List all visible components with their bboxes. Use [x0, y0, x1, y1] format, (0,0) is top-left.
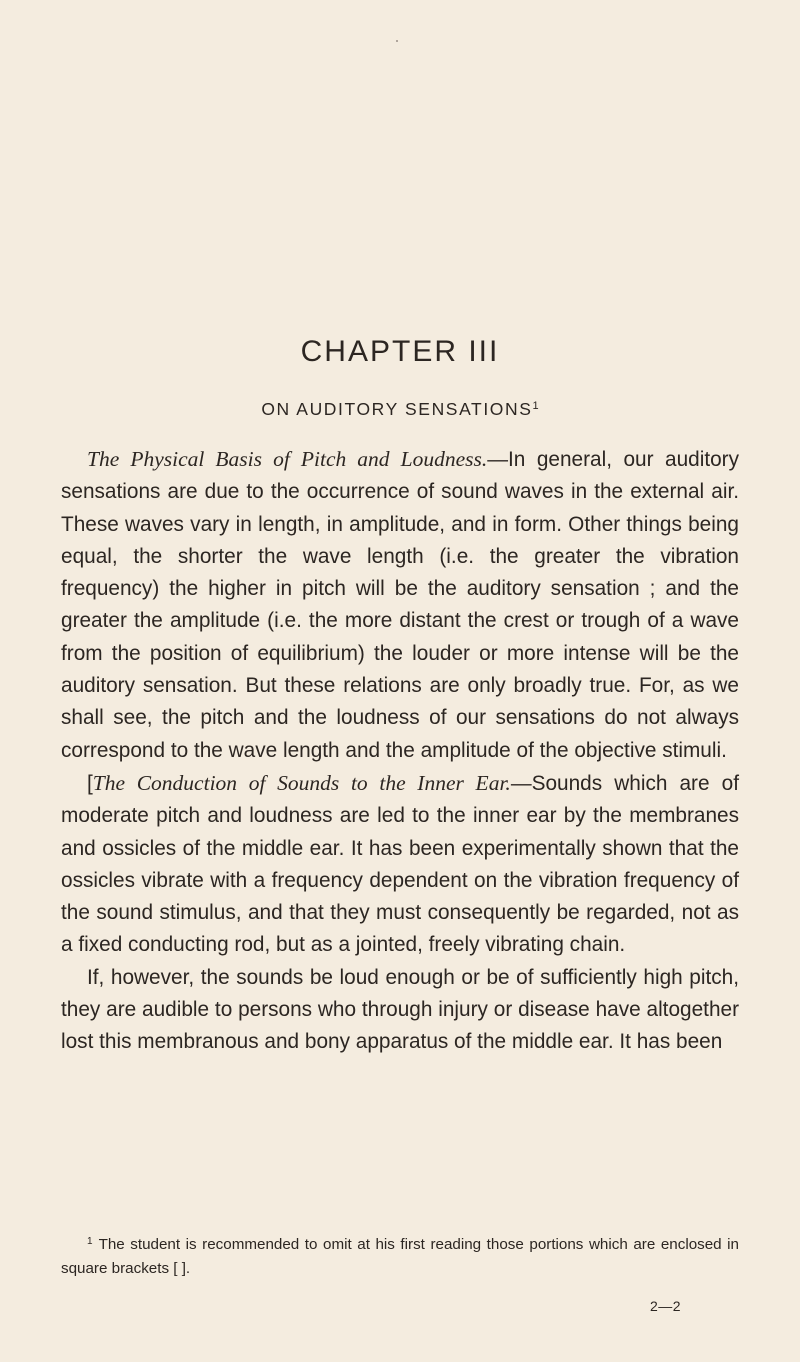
footnote-reference: 1 — [532, 400, 539, 412]
paragraph-text: —Sounds which are of moderate pitch and loudness are led to the inner ear by the membranes and ossicles of the middle ear. It has been experimentally shown that the ossicles vibrate with a frequency dependent on the vibration frequency of the sound stimulus, and that they must consequently be regarded, not as a fixed conducting rod, but as a jointed, freely vibrating chain. — [61, 771, 739, 957]
chapter-subtitle-text: ON AUDITORY SENSATIONS — [261, 399, 533, 419]
section-heading-physical-basis: The Physical Basis of Pitch and Loudness. — [87, 447, 488, 471]
footnote — [61, 1230, 739, 1280]
paragraph-text: If, however, the sounds be loud enough or be of sufficiently high pitch, they are audible to persons who through injury or disease have altogether lost this membranous and bony apparatus of the middle ear. It has been — [61, 965, 739, 1054]
signature-mark: 2—2 — [650, 1298, 682, 1314]
opening-bracket: [ — [87, 771, 93, 795]
footnote-mark: 1 — [87, 1236, 93, 1247]
chapter-subtitle — [0, 399, 800, 420]
chapter-title: CHAPTER III — [300, 335, 500, 368]
paper-speck — [396, 40, 398, 42]
footnote-text: The student is recommended to omit at his first reading those portions which are enclosed in square brackets [ ]. — [61, 1236, 739, 1277]
paragraph-conduction — [61, 767, 739, 962]
paragraph-text: —In general, our auditory sensations are due to the occurrence of sound waves in the external air. These waves vary in length, in amplitude, and in form. Other things being equal, the shorter the wave length (i.e. the greater the vibration frequency) the higher in pitch will be the auditory sensation ; and the greater the amplitude (i.e. the more distant the crest or trough of a wave from the position of equilibrium) the louder or more intense will be the auditory sensation. But these relations are only broadly true. For, as we shall see, the pitch and the loudness of our sensations do not always correspond to the wave length and the amplitude of the objective stimuli. — [61, 448, 739, 762]
body-text — [61, 443, 739, 1059]
section-heading-conduction: The Conduction of Sounds to the Inner Ear. — [92, 770, 511, 795]
paragraph-physical-basis — [61, 443, 739, 767]
paragraph-loud-sounds — [61, 962, 739, 1059]
